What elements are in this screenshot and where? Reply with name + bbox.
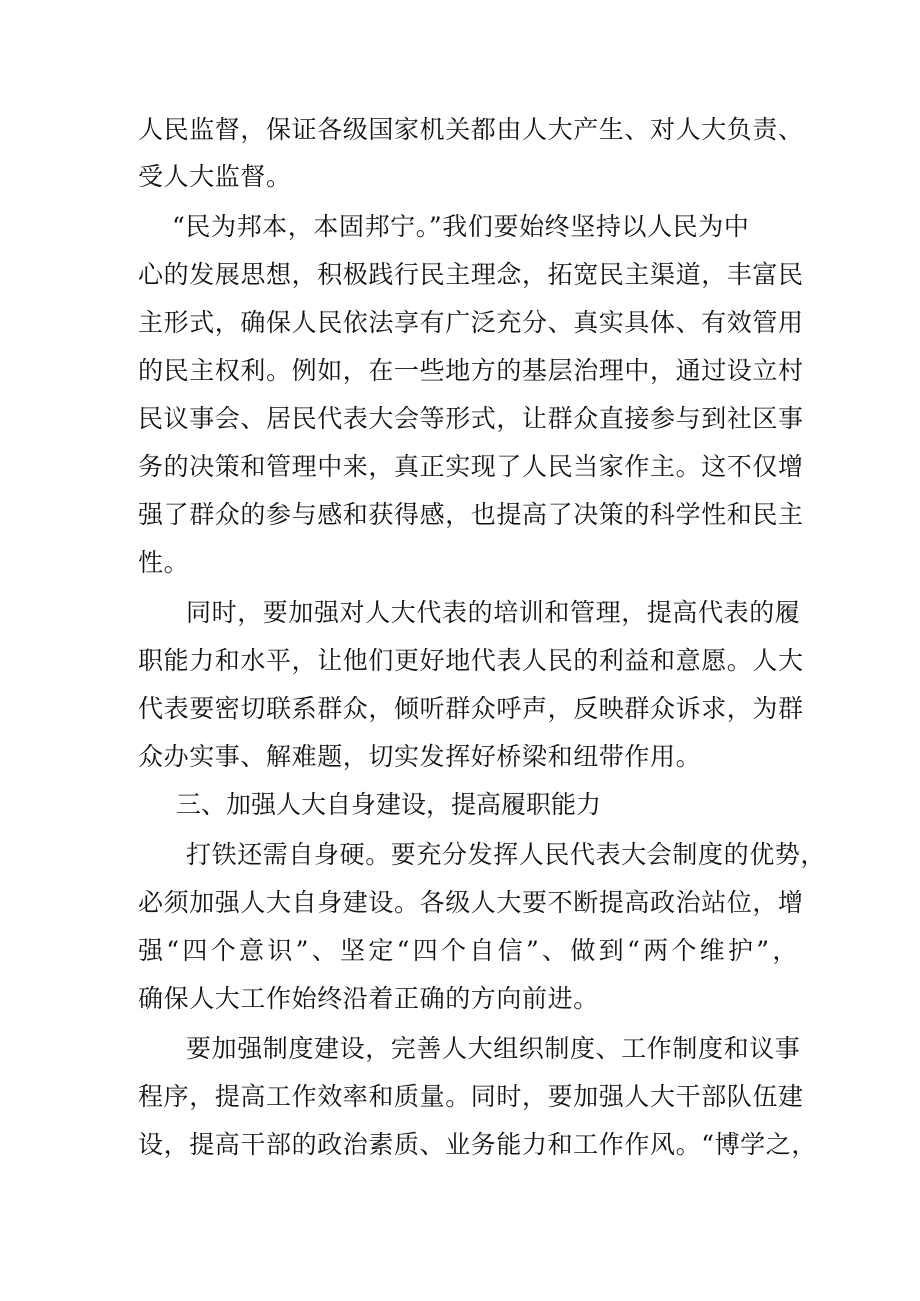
section-heading: 三、加强人大自身建设，提高履职能力 <box>176 790 602 819</box>
text-line: 务的决策和管理中来，真正实现了人民当家作主。这不仅增 <box>138 452 804 481</box>
text-line: 设，提高干部的政治素质、业务能力和工作作风。“博学之， <box>138 1130 817 1159</box>
text-line: 民议事会、居民代表大会等形式，让群众直接参与到社区事 <box>138 404 804 433</box>
text-line: 要加强制度建设，完善人大组织制度、工作制度和议事 <box>186 1034 801 1063</box>
text-line: 的民主权利。例如，在一些地方的基层治理中，通过设立村 <box>138 356 804 385</box>
text-line: 强“四个意识”、坚定“四个自信”、做到“两个维护”， <box>138 936 798 965</box>
text-line: 打铁还需自身硬。要充分发挥人民代表大会制度的优势， <box>186 840 827 869</box>
text-line: 强了群众的参与感和获得感，也提高了决策的科学性和民主 <box>138 500 804 529</box>
text-line: 众办实事、解难题，切实发挥好桥梁和纽带作用。 <box>138 742 702 771</box>
text-line: 必须加强人大自身建设。各级人大要不断提高政治站位，增 <box>138 888 804 917</box>
text-line: 同时，要加强对人大代表的培训和管理，提高代表的履 <box>186 598 801 627</box>
text-line: 心的发展思想，积极践行民主理念，拓宽民主渠道，丰富民 <box>138 260 804 289</box>
text-line: 性。 <box>138 548 190 577</box>
text-line: “民为邦本，本固邦宁。”我们要始终坚持以人民为中 <box>172 212 750 241</box>
text-line: 人民监督，保证各级国家机关都由人大产生、对人大负责、 <box>138 115 804 144</box>
text-line: 职能力和水平，让他们更好地代表人民的利益和意愿。人大 <box>138 646 804 675</box>
text-line: 确保人大工作始终沿着正确的方向前进。 <box>138 984 599 1013</box>
text-line: 主形式，确保人民依法享有广泛充分、真实具体、有效管用 <box>138 308 804 337</box>
text-line: 代表要密切联系群众，倾听群众呼声，反映群众诉求，为群 <box>138 694 804 723</box>
text-line: 程序，提高工作效率和质量。同时，要加强人大干部队伍建 <box>138 1082 804 1111</box>
text-line: 受人大监督。 <box>138 162 292 191</box>
